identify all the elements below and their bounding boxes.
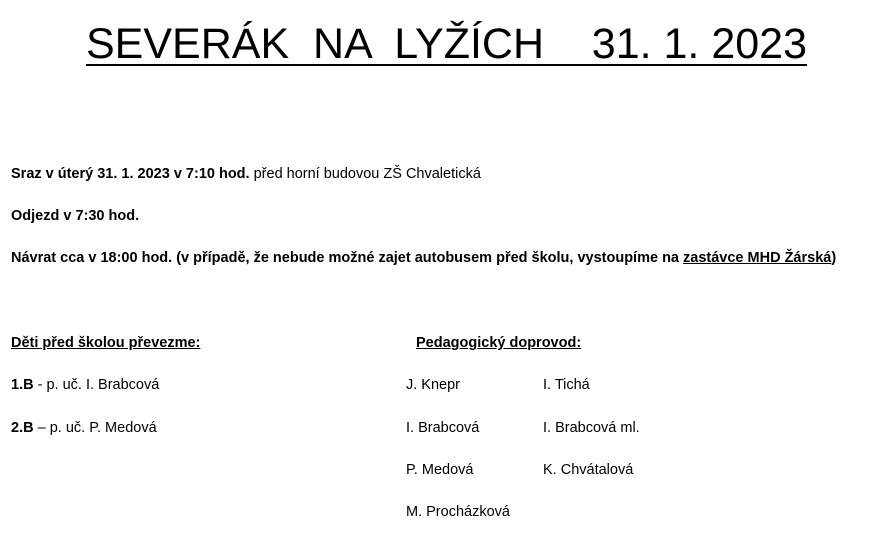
meeting-info [11, 166, 481, 182]
escort-name: J. Knepr [406, 377, 460, 393]
escort-heading: Pedagogický doprovod: [416, 335, 582, 351]
teacher-name: p. uč. I. Brabcová [46, 377, 160, 393]
pickup-heading: Děti před školou převezme: [11, 335, 201, 351]
meeting-place: před horní budovou ZŠ Chvaletická [249, 166, 481, 182]
bus-stop-link: zastávce MHD Žárská [683, 250, 832, 266]
pickup-row [11, 377, 159, 393]
escort-name: P. Medová [406, 462, 474, 478]
return-text: Návrat cca v 18:00 hod. (v případě, že nebude možné zajet autobusem před školu, vystoupíme na [11, 250, 684, 266]
escort-name: I. Brabcová ml. [543, 420, 640, 436]
separator: - [33, 377, 47, 393]
teacher-name: p. uč. P. Medová [49, 420, 157, 436]
escort-name: I. Tichá [543, 377, 590, 393]
meeting-time: Sraz v úterý 31. 1. 2023 v 7:10 hod. [11, 166, 250, 182]
escort-name: I. Brabcová [406, 420, 480, 436]
page-title: SEVERÁK NA LYŽÍCH 31. 1. 2023 [86, 20, 807, 68]
separator: – [33, 420, 50, 436]
return-text-end: ) [831, 250, 837, 266]
class-label: 2.B [11, 420, 34, 436]
escort-name: M. Procházková [406, 504, 510, 520]
return-info [11, 250, 836, 266]
escort-name: K. Chvátalová [543, 462, 634, 478]
class-label: 1.B [11, 377, 34, 393]
pickup-row [11, 420, 157, 436]
departure-info: Odjezd v 7:30 hod. [11, 208, 140, 224]
